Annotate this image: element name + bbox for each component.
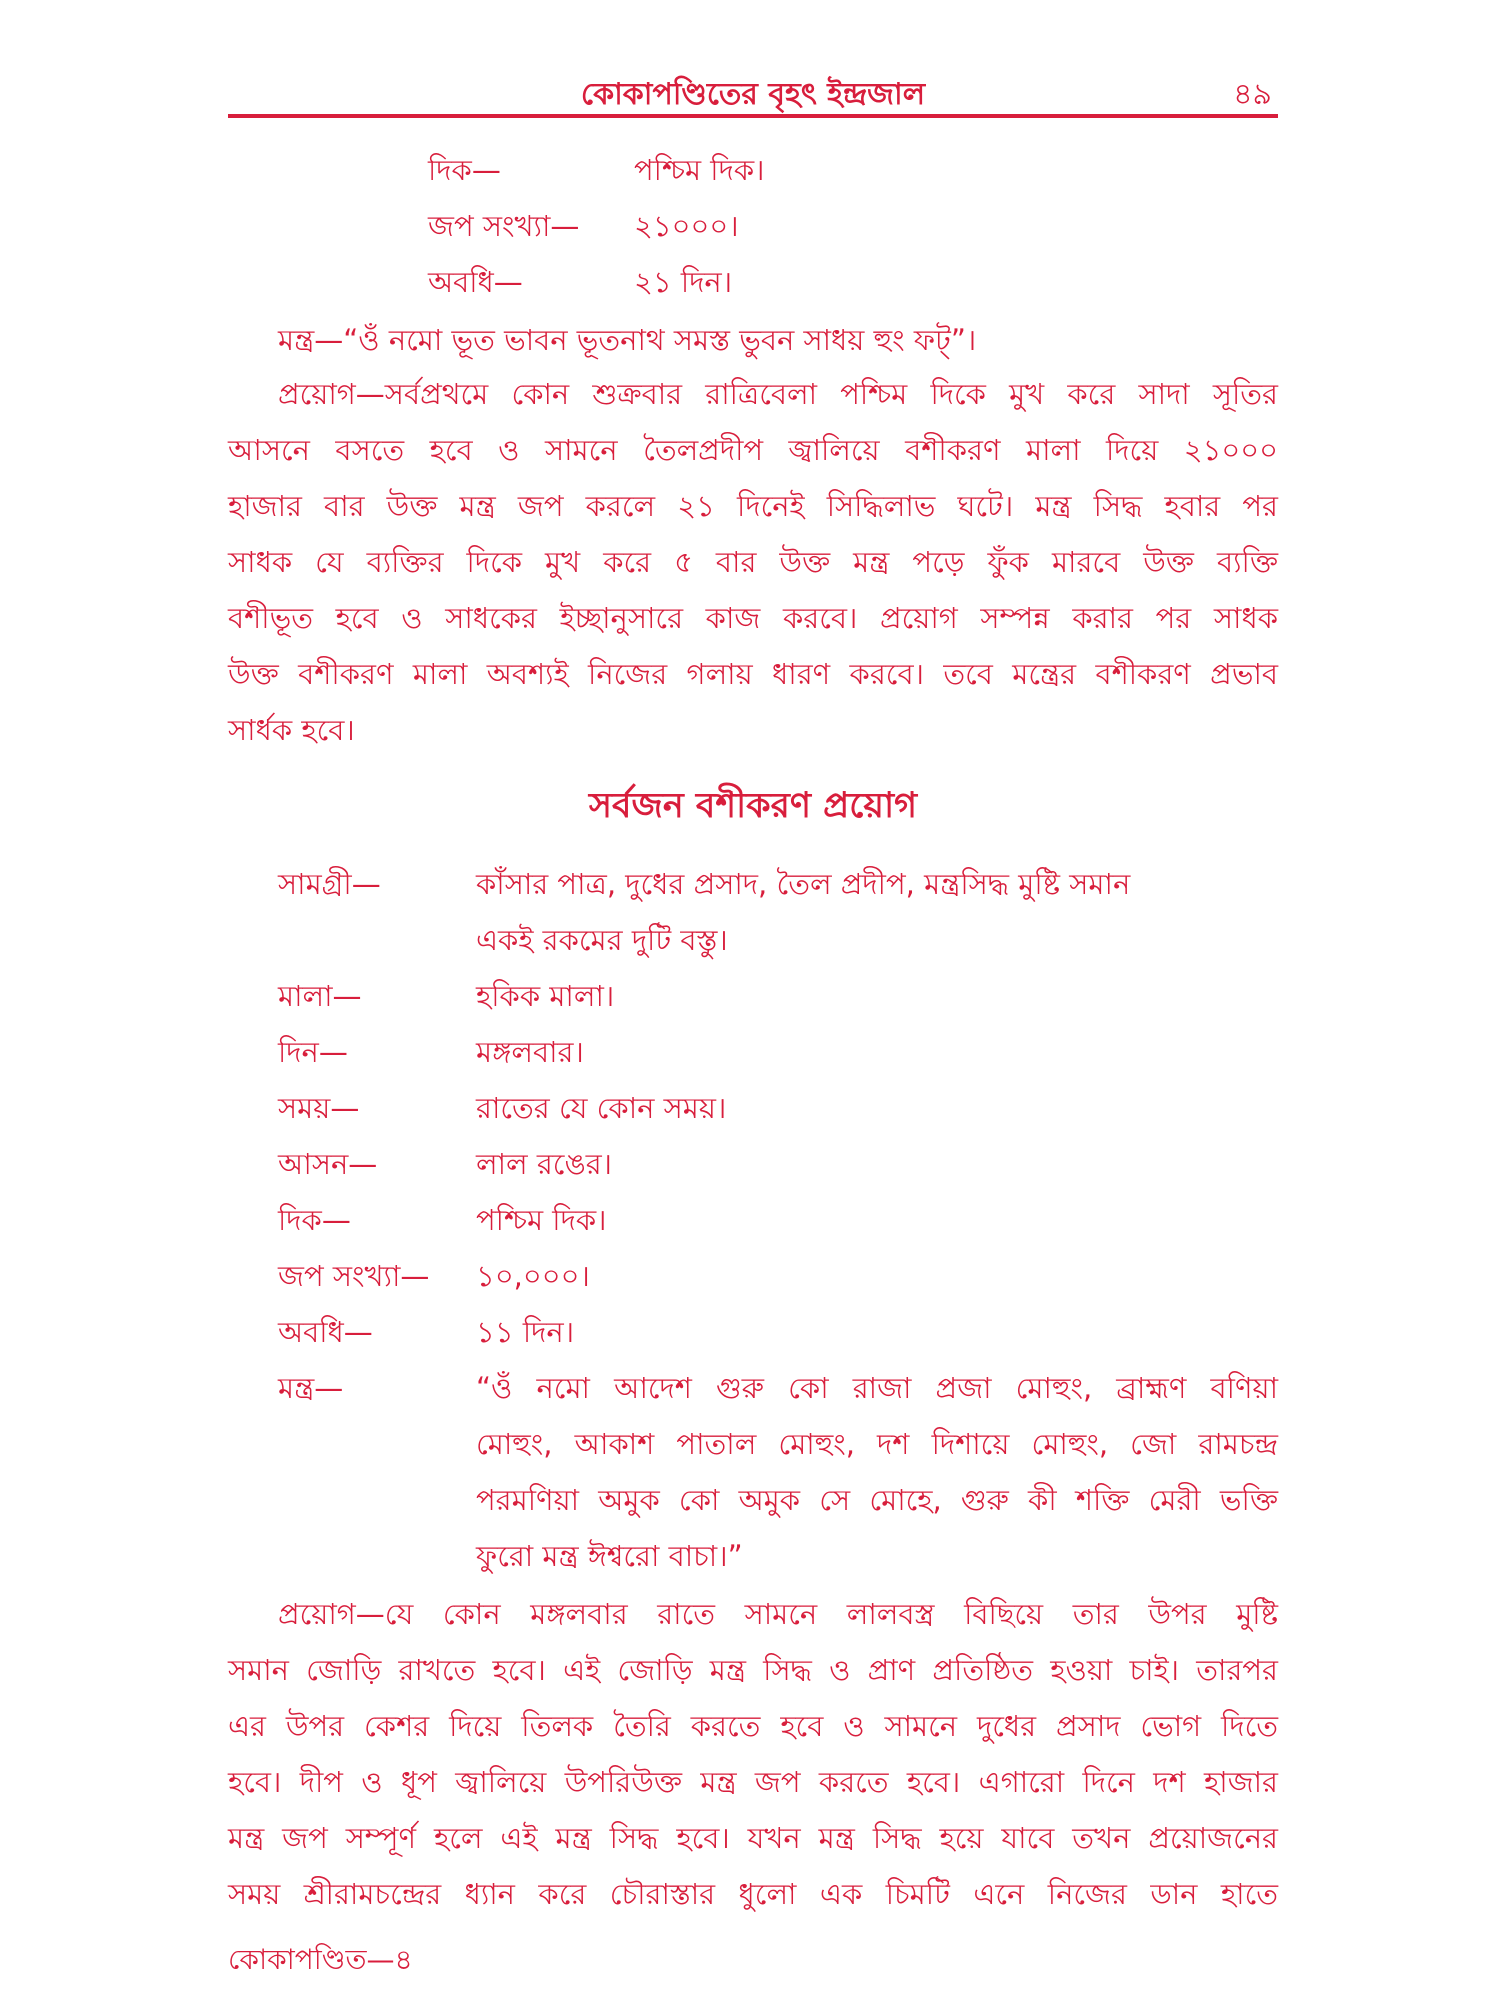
paragraph-line: এর উপর কেশর দিয়ে তিলক তৈরি করতে হবে ও সামনে দুধের প্রসাদ ভোগ দিতে (228, 1709, 1278, 1743)
field-label: জপ সংখ্যা— (278, 1259, 430, 1293)
field-label: দিক— (428, 153, 501, 187)
field-label: জপ সংখ্যা— (428, 209, 580, 243)
mantra-line: মন্ত্র—“ওঁ নমো ভূত ভাবন ভূতনাথ সমস্ত ভুবন সাধয় হুং ফট্”। (278, 323, 977, 357)
field-label: দিন— (278, 1035, 348, 1069)
paragraph-line: হাজার বার উক্ত মন্ত্র জপ করলে ২১ দিনেই সিদ্ধিলাভ ঘটে। মন্ত্র সিদ্ধ হবার পর (228, 489, 1278, 523)
paragraph-line: আসনে বসতে হবে ও সামনে তৈলপ্রদীপ জ্বালিয়ে বশীকরণ মালা দিয়ে ২১০০০ (228, 433, 1278, 467)
field-value: লাল রঙের। (476, 1147, 613, 1181)
field-value: ২১০০০। (634, 209, 739, 243)
paragraph-line: সার্ধক হবে। (228, 713, 355, 747)
paragraph-line: মন্ত্র জপ সম্পূর্ণ হলে এই মন্ত্র সিদ্ধ হবে। যখন মন্ত্র সিদ্ধ হয়ে যাবে তখন প্রয়োজনের (228, 1821, 1278, 1855)
paragraph-line: হবে। দীপ ও ধূপ জ্বালিয়ে উপরিউক্ত মন্ত্র জপ করতে হবে। এগারো দিনে দশ হাজার (228, 1765, 1278, 1799)
field-value: ১০,০০০। (476, 1259, 590, 1293)
field-value: ২১ দিন। (634, 265, 733, 299)
field-label: আসন— (278, 1147, 378, 1181)
mantra-text-line: ফুরো মন্ত্র ঈশ্বরো বাচা।” (476, 1539, 743, 1573)
field-value: পশ্চিম দিক। (476, 1203, 607, 1237)
mantra-text-line: মোহুং, আকাশ পাতাল মোহুং, দশ দিশায়ে মোহুং, জো রামচন্দ্র (476, 1427, 1278, 1461)
field-label: মালা— (278, 979, 362, 1013)
field-label: দিক— (278, 1203, 351, 1237)
field-value: রাতের যে কোন সময়। (476, 1091, 727, 1125)
paragraph-line: সময় শ্রীরামচন্দ্রের ধ্যান করে চৌরাস্তার ধুলো এক চিমটি এনে নিজের ডান হাতে (228, 1877, 1278, 1911)
field-label: সামগ্রী— (278, 867, 381, 901)
field-value: কাঁসার পাত্র, দুধের প্রসাদ, তৈল প্রদীপ, মন্ত্রসিদ্ধ মুষ্টি সমান (476, 867, 1131, 901)
mantra-text-line: পরমণিয়া অমুক কো অমুক সে মোহে, গুরু কী শক্তি মেরী ভক্তি (476, 1483, 1278, 1517)
field-label: সময়— (278, 1091, 360, 1125)
field-value: ১১ দিন। (476, 1315, 575, 1349)
paragraph-line: সাধক যে ব্যক্তির দিকে মুখ করে ৫ বার উক্ত মন্ত্র পড়ে ফুঁক মারবে উক্ত ব্যক্তি (228, 545, 1278, 579)
field-value-continuation: একই রকমের দুটি বস্তু। (476, 923, 728, 957)
section-heading: সর্বজন বশীকরণ প্রয়োগ (588, 786, 918, 826)
paragraph-line: বশীভূত হবে ও সাধকের ইচ্ছানুসারে কাজ করবে। প্রয়োগ সম্পন্ন করার পর সাধক (228, 601, 1278, 635)
page-footer: কোকাপণ্ডিত—৪ (228, 1943, 413, 1976)
paragraph-line: উক্ত বশীকরণ মালা অবশ্যই নিজের গলায় ধারণ করবে। তবে মন্ত্রের বশীকরণ প্রভাব (228, 657, 1278, 691)
field-value: পশ্চিম দিক। (634, 153, 765, 187)
field-value: হকিক মালা। (476, 979, 615, 1013)
running-head (228, 62, 1278, 118)
field-value: মঙ্গলবার। (476, 1035, 584, 1069)
page-number: ৪৯ (1233, 77, 1272, 112)
paragraph-line: প্রয়োগ—সর্বপ্রথমে কোন শুক্রবার রাত্রিবেলা পশ্চিম দিকে মুখ করে সাদা সূতির (278, 377, 1278, 411)
field-label: মন্ত্র— (278, 1371, 344, 1405)
paragraph-line: সমান জোড়ি রাখতে হবে। এই জোড়ি মন্ত্র সিদ্ধ ও প্রাণ প্রতিষ্ঠিত হওয়া চাই। তারপর (228, 1653, 1278, 1687)
field-label: অবধি— (428, 265, 523, 299)
paragraph-line: প্রয়োগ—যে কোন মঙ্গলবার রাতে সামনে লালবস্ত্র বিছিয়ে তার উপর মুষ্টি (278, 1597, 1278, 1631)
mantra-text-line: “ওঁ নমো আদেশ গুরু কো রাজা প্রজা মোহুং, ব্রাহ্মণ বণিয়া (476, 1371, 1278, 1405)
running-head-title: কোকাপণ্ডিতের বৃহৎ ইন্দ্রজাল (580, 77, 926, 112)
field-label: অবধি— (278, 1315, 373, 1349)
